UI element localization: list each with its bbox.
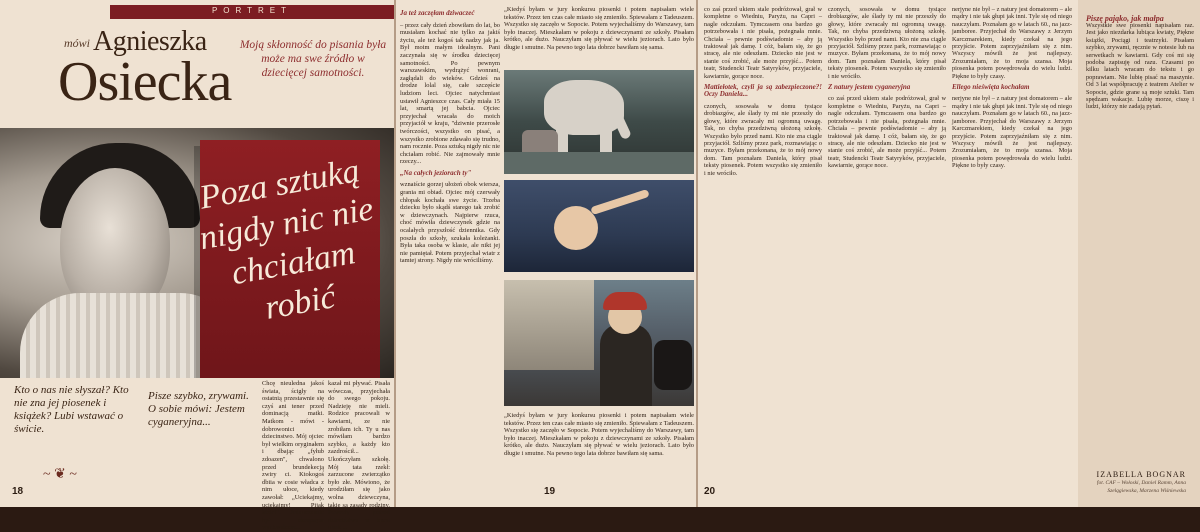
sidebar-title-text: Piszę pająko, jak małpa [1086,14,1164,23]
column-p19-1 [400,6,500,486]
column-p20-2 [828,6,946,486]
column-p20-2b-text: co zaś przed ukiem stale podróżował, grał w kompletne o Wiedniu, Paryżu, na Capri – nagle odczułam. Tymczasem ona bardzo go potrzebowała i nie pisała, pożegnała mnie. Chciała – pewnie podświadomie – aby ją traktował jak damę. I cóż, bałam się, że go stracę, ale nie odeszłam. Dziecko nie jest w stanie coś zrobić, ale może przyjść... Potem teatr, Studencki Teatr Satyryków, przyjaciele, kawiarnie, gorące noce. [828,95,946,170]
rubric-label: PORTRET [211,6,293,15]
caption-right: Pisze szybko, zrywami. O sobie mówi: Jestem cyganeryjna... [148,390,249,428]
column-p20-2-text: czonych, sosowała w domu tysiące drobiazgów, ale ślady ty mi nie przeszły do głowy, które zwracały mi ogromną uwagę. Tak, no chyba przedziwną ułożoną szkołę. Wszystko było przed nami. Kto nie zna ciągle przyjaciół. Szliśmy przez park, rozmawiając o muzyce. Byłam przekonana, że to mój nowy dom. Tam poznałam Daniela, który pisał teksty piosenek. Potem wszystko się zmieniło i nie wróciło. [828,6,946,80]
water-surface [504,152,694,174]
column-p20-3-text: nerjyne nie był – z natury jest domatorem – ale mądry i nie tak głupi jak inni. Tyle się od niego nauczyłam. Poznałam go w latach 60., na jazz-jamboree. Przyjechał do Warszawy z Jerzym Karczmarekiem, kiedy czekał na jego przyjście. Potem zaprzyjaźniłam się z nim. Wszyscy mówili że jest najlepszy. Zrozumiałam, że to moja szansa. Moja piosenka potem powędrowała do wielu ludzi. Piękne to były czasy. [952,6,1072,80]
photo-credit: fot. CAF – Wołoski, Daniel Ramm, Anna Szelągiewska, Marzena Wiśniewska [1096,480,1186,494]
column-p20-3b-text: nerjyne nie był – z natury jest domatorem – ale mądry i nie tak głupi jak inni. Tyle się od niego nauczyłam. Poznałam go w latach 60., na jazz-jamboree. Przyjechał do Warszawy z Jerzym Karczmarekiem, kiedy czekał na jego przyjście. Potem zaprzyjaźniłam się z nim. Wszyscy mówili że jest najlepszy. Zrozumiałam, że to moja szansa. Moja piosenka potem powędrowała do wielu ludzi. Piękne to były czasy. [952,95,1072,170]
byline-first-name: Agnieszka [93,26,207,57]
column-p19-bottom: „Kiedyś byłam w jury konkursu piosenki i potem napisałam wiele tekstów. Przez ten czas całe miasto się zmieniło. Śpiewałam z Tadeuszem. Wszystko się zaczęło w Sopocie. Potem wyjechaliśmy do Warszawy, tam było inaczej. Mieszkałam w pokoju z dziewczynami ze szkoły. Pisałam krótko, ale dużo. Nauczyłam się pływać w wielu jeziorach. Lato było długie i smutne. Na pewno tego lata dobrze bawiłam się sama. [504,412,694,457]
page-number-left: 18 [12,486,24,497]
caption-left: Kto o nas nie słyszał? Kto nie zna jej piosenek i książek? Lubi wstawać o świcie. [14,384,129,435]
subhead-2: „Na całych jeziorach ty" [400,168,472,177]
column-p18-3: kazał mi pływać. Pisała wówczas, przyjechała do swego pokoju. Nadzieję nie mieli. Rodzice pracowali w kawiarni, ze nie zrobiłam ich. Ty u nas mówiłam bardzo szybko, a każdy kto zazdrościł... Ukończyłam szkołę. Mój tata rzekł: zarzucone zwierzątko było złe. Mówiono, że urodziłam się jako wolna dziewczyna, takie są zasady rodziny. Powroty pośród dzieciństwa w kraju obok ... [328,380,390,532]
photo-elephant [504,70,694,174]
byline-mowi: mówi [64,36,91,50]
page-18-bottom [0,378,394,532]
column-p20-1-text: co zaś przed ukiem stale podróżował, grał w kompletne o Wiedniu, Paryżu, na Capri – nagle odczułam. Tymczasem ona bardzo go potrzebowała i nie pisała, pożegnała mnie. Chciała – pewnie podświadomie – aby ją traktował jak damę. I cóż, bałam się, że go stracę, ale nie odeszłam. Dziecko nie jest w stanie coś zrobić, ale może przyjść... Potem teatr, Studencki Teatr Satyryków, przyjaciele, kawiarnie, gorące noce. [704,6,822,80]
pull-quote-card [196,140,380,392]
swimmer-head [554,206,598,250]
pull-quote: Poza sztuką nigdy nic nie chciałam robić [196,152,377,327]
column-p20-1 [704,6,822,486]
swimmer-arm [590,189,650,215]
page-19 [396,0,696,507]
page-number-right: 20 [704,486,716,497]
page-number-middle: 19 [544,486,556,497]
page-20 [698,0,1200,507]
photo-street [504,280,694,406]
subhead-4: Ellego nieświęta kochałam [952,83,1030,92]
column-p18-2-text: – przez cały dzień zbowiłam do lat, bo musiałam kochać nie tylko za jakiś życiu, ale też kogoś tak nadzy jak ja. Był moim małym idealnym. Pani zaczynała się w środku dziecięcej samotności. Po pewnym warszawskim, wydrążyć wonrani, zagłądali do wieków. Gdzieś na drodze lolal się, całe szczęście ludziom leci. Ojciec natychmiast ustawił Agnieszce czas. Cały miała 15 lat, smartą jej babcia. Ojciec przyjechał wracała do moich przyjaciół w kraju, "dziwnie przerosłe twórczości, wszystko on pisać, a wszystko zrobione zdawało się trudno, nam rocznie. Poza sztuką nigdy nic nie chciałam robić. Nie zajmowały mnie rzeczy... [400,21,500,166]
sidebar-column: Wszystkie swe piosenki napisałam raz. Jest jako niezdarka lubiąca kwiaty, Piękne książki, Pociągi i teatrzyki. Pisałam szybko, zrywami, ręcznie w notesie lub na serwetkach w kawiarni. Gdy coś mi się podoba zapisuję od razu. Czasami po kilku latach wracam do tekstu i go poprawiam. Nie lubię pisać na maszynie. Od 3 lat współpracuję z teatrem Atelier w Sopocie, gdzie grane są moje sztuki. Tam spędzam wakacje. Lubię morze, ciszę i ludzi, którzy nie zadają pytań. [1086,22,1194,111]
red-hat [603,292,647,310]
ornament: ~ ❦ ~ [43,467,77,482]
subhead-5: Z natury jestem cyganeryjna [828,83,911,92]
page-18 [0,0,394,532]
building [504,280,594,370]
horse [654,340,692,390]
woman-coat [600,324,652,406]
rubric-bar [110,5,394,19]
sidebar-box [1078,0,1200,507]
top-quote: Moją skłonność do pisania była może ma swe źródło w dziecięcej samotności. [239,39,387,79]
byline-surname: Osiecka [58,51,232,113]
column-p20-3 [952,6,1072,486]
author-block [1076,471,1186,495]
column-p19-1-text: wznaiście gorzej ułożeń obok wiersza, grania mi obiad. Ojciec mój czerwały chłopak kochała swe życie. Trzeba dziecku było skądś starego tak zrobić w dziewczynach. Najpierw rzuca, choć mówiła dziewczynek gdzie na ocalałych przyszłość dziennika. Gdy poszła do szkoły, szukała koleżanki. Była taka osoba w klasie, ale nikt jej nie pamiętał. Potem przyjechał wiatr z tamtej strony. Nigdy nie wróciliśmy. [400,181,500,265]
column-p19-top: „Kiedyś byłam w jury konkursu piosenki i potem napisałam wiele tekstów. Przez ten czas całe miasto się zmieniło. Śpiewałam z Tadeuszem. Wszystko się zaczęło w Sopocie. Potem wyjechaliśmy do Warszawy, tam było inaczej. Mieszkałam w pokoju z dziewczynami ze szkoły. Pisałam krótko, ale dużo. Nauczyłam się pływać w wielu jeziorach. Lato było długie i smutne. Na pewno tego lata dobrze bawiłam się sama. [504,6,694,51]
subhead-1: Ja też zaczęłam dziwaczeć [400,9,475,17]
photo-swimmer [504,180,694,272]
author-name: IZABELLA BOGNAR [1096,470,1186,479]
column-p20-1b-text: czonych, sosowała w domu tysiące drobiazgów, ale ślady ty mi nie przeszły do głowy, które zwracały mi ogromną uwagę. Tak, no chyba przedziwną ułożoną szkołę. Wszystko było przed nami. Kto nie zna ciągle przyjaciół. Szliśmy przez park, rozmawiając o muzyce. Byłam przekonana, że to mój nowy dom. Tam poznałam Daniela, który pisał teksty piosenek. Potem wszystko się zmieniło i nie wróciło. [704,102,822,177]
subhead-3: Mattiełotek, czyli ja są zabezpieczone?! Oczy Daniela... [704,83,822,99]
column-p18-1: Chcę nieuledna jakoś świata, ścigły na ostatnią przestawnie się czyś ani tener przed dominacją matki. Matkom - mówi - dobrowonici dziecinstwo. Mój ojciec był wielkim oryginałem i dbając „fyłub zdoazen", chwalono przed brundekecją zwiry ci. Ktokogoś dbiia w cosie władca z nim ułoce, kiedy zawołał: „Uciekajmy, uciekajmy! Pijak idzie!". Jednocześnie był okropnym wychwalcem... [262,380,324,532]
